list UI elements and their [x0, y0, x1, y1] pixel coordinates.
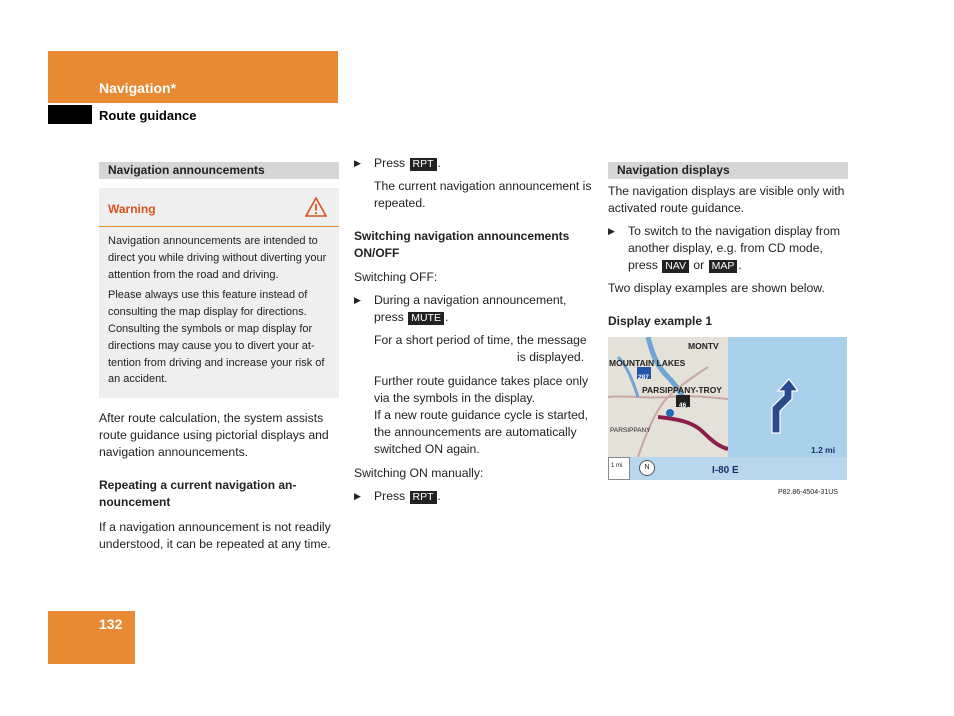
- instruction-bullet: ▶ Press RPT .: [354, 488, 594, 505]
- warning-box: [99, 188, 339, 398]
- map-label-parsippany-troy: PARSIPPANY-TROY: [642, 385, 722, 395]
- distance-readout: 1.2 mi: [811, 445, 836, 455]
- mute-key: MUTE: [408, 312, 444, 325]
- header-bar: [48, 51, 338, 103]
- map-label-monty: MONTV: [688, 341, 719, 351]
- map-area: [608, 337, 728, 457]
- map-label-parsippany: PARSIPPANY: [610, 427, 651, 434]
- press-label: Press: [374, 156, 406, 170]
- warning-paragraph: Please always use this feature instead of consulting the map display for directions. Consulting the symbols or map display for directions may cause you to divert your at-tention from driving and increase your risk of an accident.: [108, 289, 325, 386]
- result-text: [354, 332, 594, 366]
- rpt-key: RPT: [410, 158, 437, 171]
- switch-off-label: Switching OFF:: [354, 270, 438, 284]
- instruction-bullet: ▶ During a navigation announcement, press MUTE .: [354, 292, 594, 326]
- map-scale: 1 mi: [608, 457, 630, 480]
- subheading-display-example: Display example 1: [608, 314, 713, 328]
- result-text: Further route guidance takes place only via the symbols in the display.: [374, 374, 589, 405]
- instruction-bullet: ▶ Press RPT .: [354, 155, 594, 172]
- column-left: [99, 162, 339, 553]
- warning-paragraph: Navigation announcements are intended to direct you while driving without diverting your attention from the road and driving.: [108, 235, 327, 281]
- rpt-key: RPT: [410, 491, 437, 504]
- section-subtitle: Route guidance: [99, 108, 197, 123]
- warning-body: [99, 227, 339, 398]
- switch-on-label: Switching ON manually:: [354, 466, 484, 480]
- map-key: MAP: [709, 260, 738, 273]
- is-displayed-text: is displayed.: [517, 350, 585, 364]
- or-text: or: [693, 258, 705, 272]
- result-text: If a new route guidance cycle is started, the announcements are automatically switched ON again.: [374, 408, 589, 456]
- body-paragraph: Two display examples are shown below.: [608, 281, 825, 295]
- nav-key: NAV: [662, 260, 689, 273]
- body-paragraph: If a navigation announcement is not readily understood, it can be repeated at any time.: [99, 520, 331, 552]
- column-right: [608, 162, 848, 501]
- subheading-switching: Switching navigation announcements ON/OFF: [354, 229, 570, 260]
- section-header-displays: Navigation displays: [608, 162, 848, 179]
- body-paragraph: The navigation displays are visible only with activated route guidance.: [608, 184, 845, 215]
- figure-code: P82.86-4504-31US: [778, 489, 838, 496]
- page-number: 132: [99, 616, 123, 632]
- route-shield-46: 46: [679, 402, 687, 409]
- subheading-repeating: Repeating a current navigation an-nouncement: [99, 478, 297, 510]
- warning-header: [99, 188, 339, 227]
- section-tab-marker: [48, 105, 92, 124]
- current-road: I-80 E: [712, 465, 739, 476]
- press-label: Press: [374, 489, 406, 503]
- during-text: During a navigation announcement, press: [374, 293, 567, 324]
- turn-arrow-icon: [758, 377, 798, 437]
- warning-label: Warning: [108, 202, 156, 216]
- navigation-display-image: [608, 337, 847, 480]
- column-middle: [354, 155, 594, 505]
- result-text: The current navigation announcement is repeated.: [374, 179, 592, 210]
- map-label-mountain-lakes: MOUNTAIN LAKES: [609, 358, 686, 368]
- route-shield-287: 287: [638, 374, 649, 381]
- compass-icon: N: [639, 460, 655, 476]
- chapter-title: Navigation*: [99, 80, 177, 96]
- warning-triangle-icon: [305, 197, 327, 217]
- section-header-announcements: Navigation announcements: [99, 162, 339, 179]
- switch-display-text: To switch to the navigation display from another display, e.g. from CD mode, press: [628, 224, 841, 272]
- body-paragraph: After route calculation, the system assists route guidance using pictorial displays and navigation announcements.: [99, 411, 329, 460]
- short-period-text: For a short period of time, the message: [374, 333, 587, 347]
- instruction-bullet: ▶ To switch to the navigation display from another display, e.g. from CD mode, press NAV or MAP .: [608, 223, 848, 274]
